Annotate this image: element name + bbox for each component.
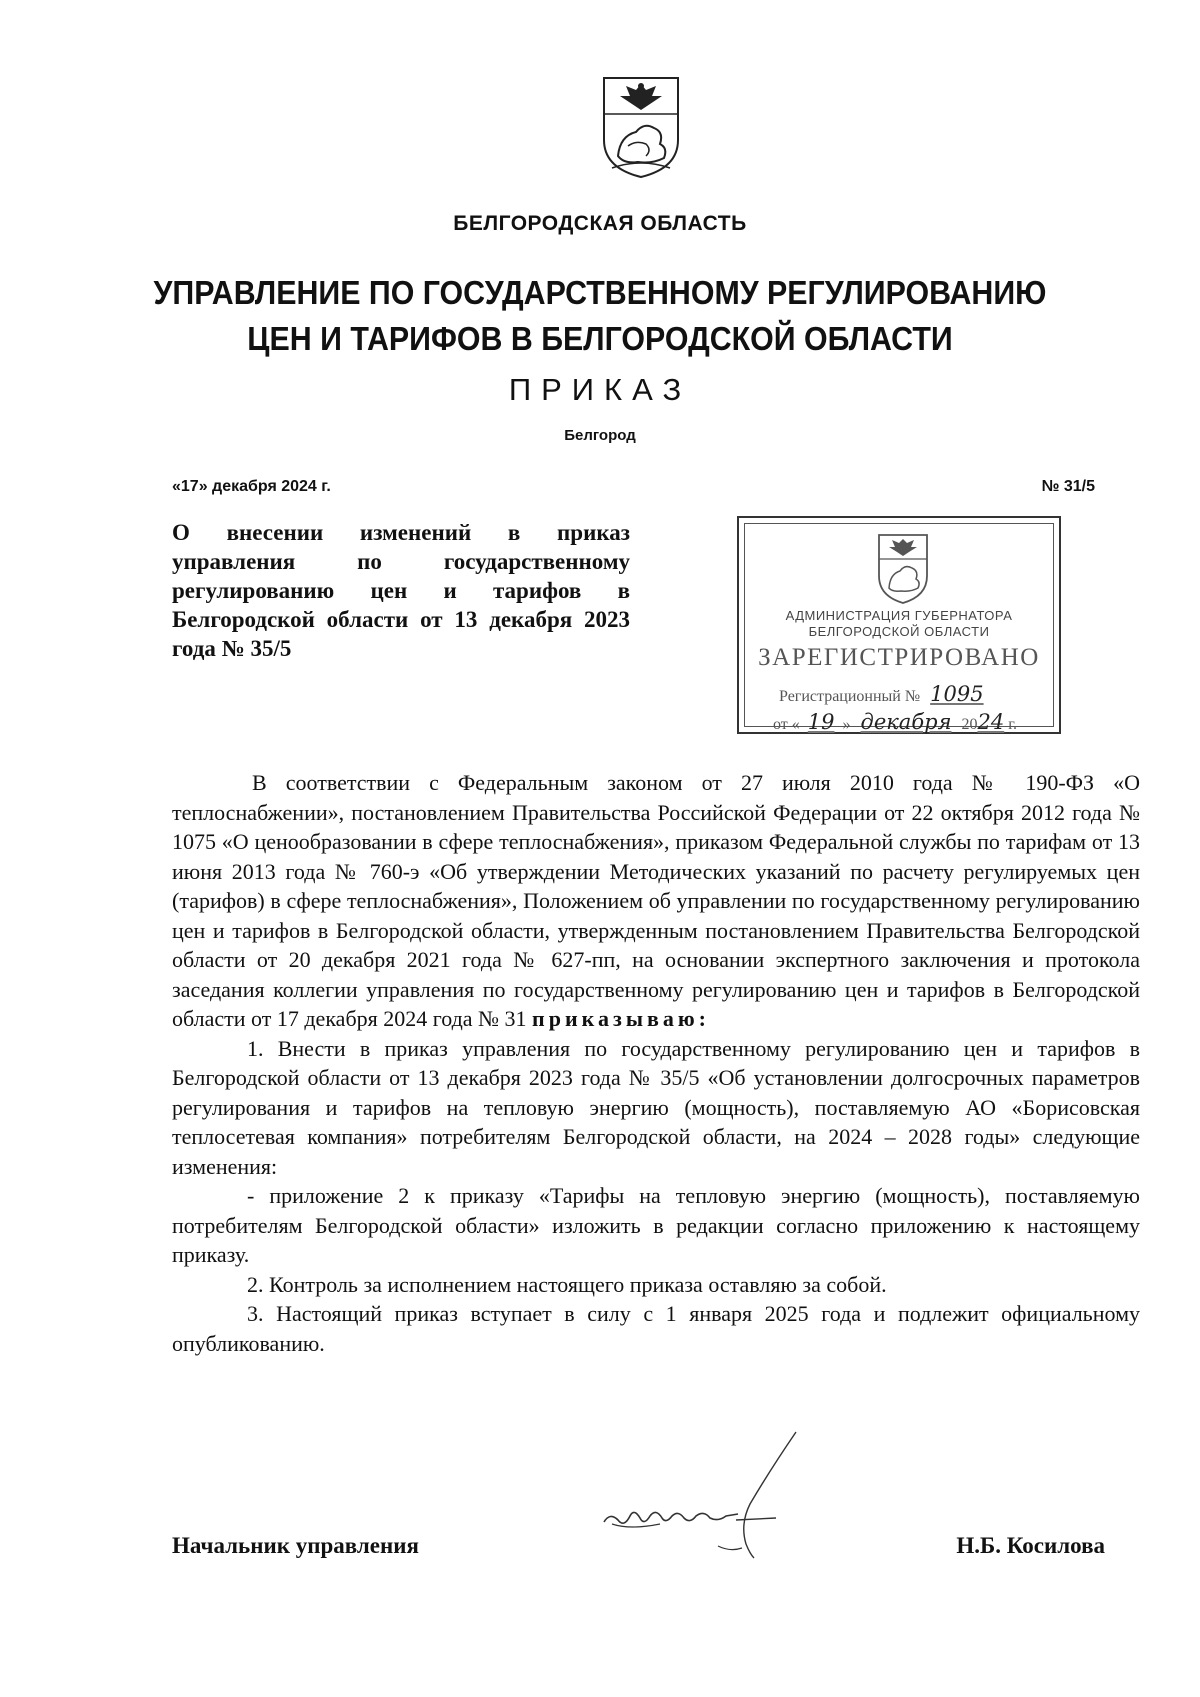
preamble-text: В соответствии с Федеральным законом от 27 июля 2010 года № 190-ФЗ «О теплоснабжении», постановлением Правительства Российской Федерации от 22 октября 2012 года № 1075 «О ценообразовании в сфере теплоснабжения», приказом Федеральной службы по тарифам от 13 июня 2013 года № 760-э «Об утверждении Методических указаний по расчету регулируемых цен (тарифов) в сфере теплоснабжения», Положением об управлении по государственному регулированию цен и тарифов в Белгородской области, утвержденным постановлением Правительства Белгородской области от 20 декабря 2021 года № 627-пп, на основании экспертного заключения и протокола заседания коллегии управления по государственному регулированию цен и тарифов в Белгородской области от 17 декабря 2024 года № 31 bbox=[172, 770, 1140, 1031]
document-subject: О внесении изменений в приказ управления по государственному регулированию цен и тарифов в Белгородской области от 13 декабря 2023 года № 35/5 bbox=[172, 520, 630, 661]
signatory-name: Н.Б. Косилова bbox=[956, 1533, 1105, 1558]
agency-name-line2: ЦЕН И ТАРИФОВ В БЕЛГОРОДСКОЙ ОБЛАСТИ bbox=[247, 320, 953, 357]
stamp-org-line1: АДМИНИСТРАЦИЯ ГУБЕРНАТОРА bbox=[785, 608, 1013, 623]
stamp-date-day: 19 bbox=[807, 710, 835, 734]
stamp-date-year-suffix: 24 bbox=[977, 710, 1005, 734]
agency-name-line1: УПРАВЛЕНИЕ ПО ГОСУДАРСТВЕННОМУ РЕГУЛИРОВАНИЮ bbox=[153, 274, 1047, 311]
stamp-emblem bbox=[875, 532, 931, 606]
document-body bbox=[172, 768, 1140, 1358]
stamp-date-line bbox=[773, 710, 1017, 734]
stamp-organization bbox=[745, 608, 1053, 640]
stamp-date-prefix: от « bbox=[773, 716, 800, 733]
stamp-date-suffix: г. bbox=[1008, 716, 1017, 733]
item-1-sub: - приложение 2 к приказу «Тарифы на тепловую энергию (мощность), поставляемую потребителям Белгородской области» изложить в редакции согласно приложению к настоящему приказу. bbox=[172, 1183, 1140, 1267]
document-type: ПРИКАЗ bbox=[508, 372, 692, 407]
stamp-reg-number: 1095 bbox=[930, 682, 984, 706]
registration-stamp bbox=[737, 516, 1061, 734]
stamp-date-year-prefix: 20 bbox=[961, 716, 978, 733]
signatory-position: Начальник управления bbox=[172, 1533, 419, 1558]
stamp-inner-frame bbox=[744, 523, 1054, 734]
stamp-reg-label: Регистрационный № bbox=[779, 688, 921, 705]
order-word: приказываю: bbox=[532, 1006, 711, 1031]
item-2: 2. Контроль за исполнением настоящего приказа оставляю за собой. bbox=[247, 1271, 887, 1297]
coat-of-arms-emblem bbox=[598, 74, 684, 180]
item-1: 1. Внести в приказ управления по государственному регулированию цен и тарифов в Белгородской области от 13 декабря 2023 года № 35/5 «Об установлении долгосрочных параметров регулирования и тарифов на тепловую энергию (мощность), поставляемую АО «Борисовская теплосетевая компания» потребителям Белгородской области, на 2024 – 2028 годы» следующие изменения: bbox=[172, 1035, 1140, 1179]
stamp-org-line2: БЕЛГОРОДСКОЙ ОБЛАСТИ bbox=[808, 624, 990, 639]
stamp-registration-line bbox=[779, 682, 984, 706]
document-number: № 31/5 bbox=[1041, 478, 1095, 495]
stamp-date-quote: » bbox=[842, 716, 851, 733]
preamble-paragraph bbox=[172, 768, 1140, 1034]
document-date: «17» декабря 2024 г. bbox=[172, 478, 331, 495]
stamp-date-month: декабря bbox=[860, 710, 952, 734]
city-name: Белгород bbox=[564, 427, 636, 444]
agency-name bbox=[48, 270, 1152, 362]
handwritten-signature bbox=[600, 1420, 820, 1560]
item-3: 3. Настоящий приказ вступает в силу с 1 января 2025 года и подлежит официальному опубликованию. bbox=[172, 1301, 1140, 1356]
region-name: БЕЛГОРОДСКАЯ ОБЛАСТЬ bbox=[453, 212, 747, 235]
stamp-status: ЗАРЕГИСТРИРОВАНО bbox=[758, 644, 1040, 671]
